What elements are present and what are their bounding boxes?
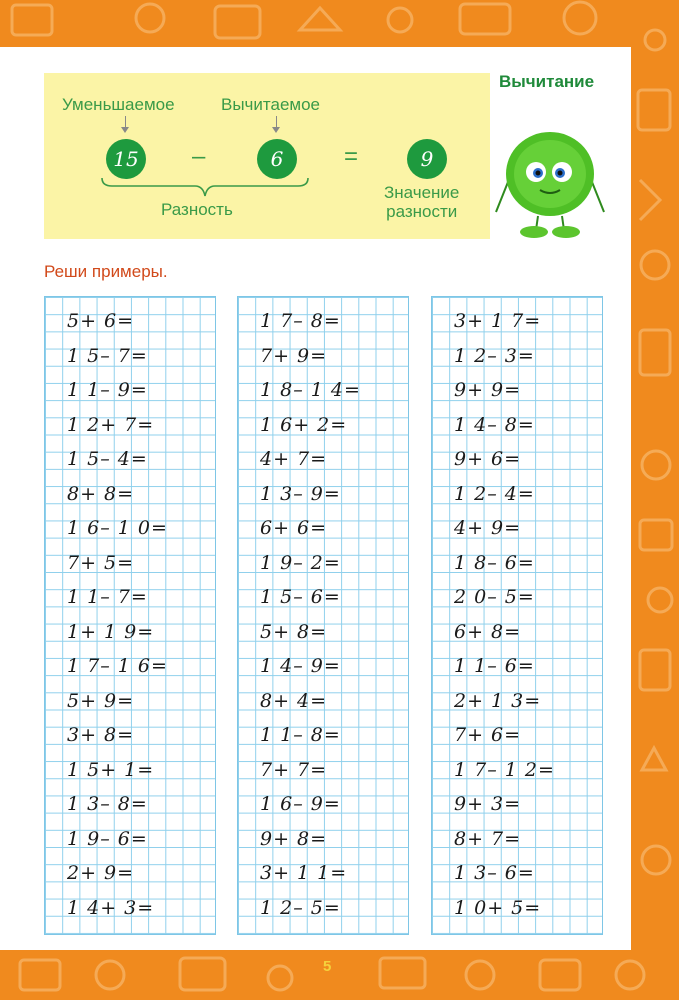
section-title: Вычитание (499, 72, 595, 91)
exercise-item: 1 2+ 7= (67, 413, 155, 436)
exercise-item: 1 4– 9= (260, 655, 341, 677)
exercise-item: 8+ 7= (454, 827, 522, 850)
result-circle: 9 (407, 139, 447, 179)
exercise-item: 1 5– 6= (260, 586, 341, 608)
exercise-item: 1 2– 5= (260, 896, 341, 919)
exercise-column-1 (44, 296, 216, 935)
exercise-item: 1 0+ 5= (454, 896, 542, 919)
difference-brace (100, 176, 310, 200)
exercise-item: 5+ 6= (67, 310, 135, 332)
page-number: 5 (323, 958, 332, 975)
minuend-label: Уменьшаемое (62, 95, 175, 114)
exercise-item: 1 4+ 3= (67, 896, 155, 919)
exercise-item: 1 1– 6= (454, 655, 535, 677)
exercise-item: 1 3– 9= (260, 482, 341, 505)
exercise-item: 1+ 1 9= (67, 620, 155, 643)
instruction-text: Реши примеры. (44, 262, 168, 281)
exercise-item: 1 9– 2= (260, 551, 341, 574)
minuend-arrow-icon (121, 127, 129, 133)
difference-value-label-line1: Значение (384, 183, 460, 202)
exercise-item: 4+ 7= (260, 448, 328, 470)
minus-sign: – (192, 143, 206, 170)
difference-value-label-line2: разности (386, 202, 458, 221)
exercise-item: 1 1– 8= (260, 724, 341, 746)
exercise-column-2 (237, 296, 409, 935)
exercise-item: 8+ 4= (260, 689, 328, 712)
exercise-item: 3+ 1 7= (454, 310, 542, 332)
exercise-item: 2+ 9= (67, 862, 135, 884)
exercise-item: 3+ 1 1= (260, 862, 348, 884)
exercise-item: 6+ 8= (454, 620, 522, 643)
difference-label: Разность (161, 200, 233, 219)
exercise-item: 8+ 8= (67, 482, 135, 505)
exercise-item: 4+ 9= (454, 517, 522, 539)
exercise-item: 9+ 3= (454, 793, 522, 815)
exercise-item: 1 5– 7= (67, 344, 148, 367)
exercise-item: 9+ 8= (260, 827, 328, 850)
exercise-item: 1 6– 1 0= (67, 517, 168, 539)
equals-sign: = (344, 143, 359, 170)
exercise-item: 5+ 9= (67, 689, 135, 712)
exercise-item: 1 7– 8= (260, 310, 341, 332)
green-fluffy-monster-icon (494, 120, 609, 245)
exercise-item: 9+ 6= (454, 448, 522, 470)
exercise-item: 9+ 9= (454, 379, 522, 401)
exercise-item: 7+ 6= (454, 724, 522, 746)
subtrahend-label: Вычитаемое (221, 95, 321, 114)
exercise-item: 6+ 6= (260, 517, 328, 539)
minuend-circle: 15 (106, 139, 146, 179)
difference-value-label (384, 183, 459, 221)
exercise-item: 2 0– 5= (454, 586, 535, 608)
exercise-item: 1 1– 9= (67, 379, 148, 401)
exercise-column-3 (431, 296, 603, 935)
exercise-item: 1 6– 9= (260, 793, 341, 815)
exercise-item: 7+ 7= (260, 758, 328, 781)
exercise-item: 5+ 8= (260, 620, 328, 643)
exercise-item: 3+ 8= (67, 724, 135, 746)
exercise-item: 1 9– 6= (67, 827, 148, 850)
subtrahend-circle: 6 (257, 139, 297, 179)
exercise-item: 1 1– 7= (67, 586, 148, 608)
exercise-item: 1 3– 8= (67, 793, 148, 815)
exercise-item: 1 5+ 1= (67, 758, 155, 781)
exercise-item: 1 7– 1 2= (454, 758, 555, 781)
exercise-item: 1 8– 6= (454, 551, 535, 574)
exercise-item: 7+ 5= (67, 551, 135, 574)
exercise-item: 1 2– 4= (454, 482, 535, 505)
exercise-item: 1 5– 4= (67, 448, 148, 470)
exercise-item: 1 4– 8= (454, 413, 535, 436)
exercise-item: 1 2– 3= (454, 344, 535, 367)
exercise-item: 7+ 9= (260, 344, 328, 367)
exercise-item: 1 7– 1 6= (67, 655, 168, 677)
subtrahend-arrow-icon (272, 127, 280, 133)
exercise-item: 1 3– 6= (454, 862, 535, 884)
exercise-item: 2+ 1 3= (454, 689, 542, 712)
rule-box (44, 73, 490, 239)
exercise-item: 1 6+ 2= (260, 413, 348, 436)
exercise-item: 1 8– 1 4= (260, 379, 361, 401)
